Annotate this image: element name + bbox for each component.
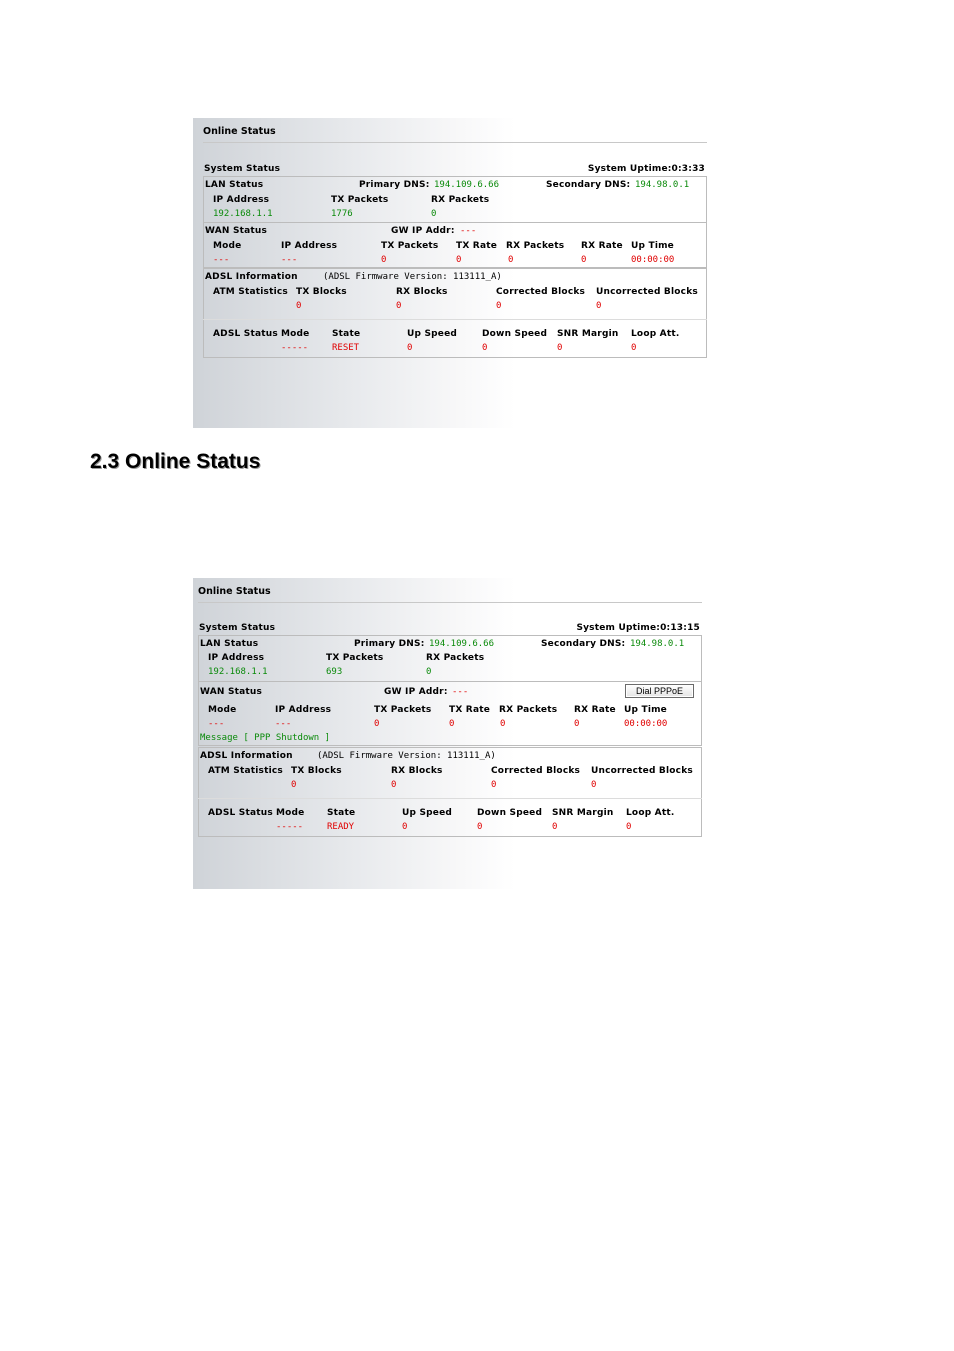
adsl-loop-att-value: 0	[631, 343, 637, 353]
wan-header-mode: Mode	[213, 241, 242, 251]
gw-ip-label: GW IP Addr:	[384, 687, 448, 697]
adsl-header-state: State	[327, 808, 356, 818]
wan-tx-rate-value: 0	[449, 719, 455, 729]
atm-header-uncorrected: Uncorrected Blocks	[591, 766, 693, 776]
adsl-divider	[203, 319, 707, 320]
lan-status-label: LAN Status	[200, 639, 259, 649]
wan-header-up-time: Up Time	[631, 241, 674, 251]
wan-header-up-time: Up Time	[624, 705, 667, 715]
adsl-status-header: ADSL Status	[208, 808, 273, 818]
wan-rx-rate-value: 0	[574, 719, 580, 729]
atm-rx-blocks-value: 0	[396, 301, 402, 311]
adsl-info-label: ADSL Information	[205, 272, 298, 282]
atm-header-uncorrected: Uncorrected Blocks	[596, 287, 698, 297]
section-heading: 2.3 Online Status	[90, 450, 261, 473]
adsl-state-value: RESET	[332, 343, 360, 353]
wan-header-tx-rate: TX Rate	[449, 705, 491, 715]
adsl-header-snr: SNR Margin	[552, 808, 614, 818]
lan-tx-value: 693	[326, 667, 343, 677]
adsl-divider	[198, 798, 702, 799]
wan-ip-value: ---	[281, 255, 298, 265]
lan-header-rx: RX Packets	[426, 653, 485, 663]
wan-mode-value: ---	[213, 255, 230, 265]
title-divider	[203, 142, 707, 143]
lan-header-tx: TX Packets	[331, 195, 389, 205]
adsl-state-value: READY	[327, 822, 355, 832]
wan-header-tx-rate: TX Rate	[456, 241, 498, 251]
wan-tx-rate-value: 0	[456, 255, 462, 265]
wan-rx-packets-value: 0	[508, 255, 514, 265]
secondary-dns-value: 194.98.0.1	[635, 180, 690, 190]
adsl-info-label: ADSL Information	[200, 751, 293, 761]
wan-up-time-value: 00:00:00	[631, 255, 675, 265]
lan-status-label: LAN Status	[205, 180, 264, 190]
adsl-header-state: State	[332, 329, 361, 339]
wan-header-rx-packets: RX Packets	[506, 241, 565, 251]
lan-header-ip: IP Address	[208, 653, 265, 663]
lan-header-ip: IP Address	[213, 195, 270, 205]
adsl-header-snr: SNR Margin	[557, 329, 619, 339]
adsl-header-up-speed: Up Speed	[402, 808, 453, 818]
atm-uncorrected-value: 0	[591, 780, 597, 790]
primary-dns-label: Primary DNS:	[359, 180, 430, 190]
adsl-header-down-speed: Down Speed	[477, 808, 543, 818]
primary-dns-value: 194.109.6.66	[434, 180, 500, 190]
adsl-status-header: ADSL Status	[213, 329, 278, 339]
atm-uncorrected-value: 0	[596, 301, 602, 311]
adsl-loop-att-value: 0	[626, 822, 632, 832]
primary-dns-value: 194.109.6.66	[429, 639, 495, 649]
atm-header-statistics: ATM Statistics	[213, 287, 288, 297]
wan-tx-packets-value: 0	[381, 255, 387, 265]
panel-title: Online Status	[198, 586, 271, 597]
wan-header-tx-packets: TX Packets	[381, 241, 439, 251]
wan-header-rx-packets: RX Packets	[499, 705, 558, 715]
primary-dns-label: Primary DNS:	[354, 639, 425, 649]
online-status-screenshot-2	[193, 578, 713, 889]
wan-header-ip: IP Address	[281, 241, 338, 251]
system-uptime: System Uptime:0:3:33	[587, 164, 705, 174]
wan-message: Message [ PPP Shutdown ]	[200, 733, 331, 743]
system-status-label: System Status	[199, 623, 276, 633]
gw-ip-value: ---	[452, 687, 469, 697]
lan-rx-value: 0	[426, 667, 432, 677]
atm-corrected-value: 0	[491, 780, 497, 790]
wan-status-label: WAN Status	[205, 226, 268, 236]
adsl-up-speed-value: 0	[407, 343, 413, 353]
adsl-snr-value: 0	[552, 822, 558, 832]
system-uptime: System Uptime:0:13:15	[576, 623, 700, 633]
atm-header-corrected: Corrected Blocks	[496, 287, 586, 297]
adsl-header-loop-att: Loop Att.	[631, 329, 680, 339]
adsl-header-mode: Mode	[276, 808, 305, 818]
adsl-firmware-version: (ADSL Firmware Version: 113111_A)	[317, 751, 496, 761]
online-status-screenshot-1	[193, 118, 713, 428]
online-status-panel	[193, 578, 713, 889]
adsl-header-down-speed: Down Speed	[482, 329, 548, 339]
adsl-mode-value: -----	[276, 822, 304, 832]
wan-header-ip: IP Address	[275, 705, 332, 715]
secondary-dns-label: Secondary DNS:	[546, 180, 631, 190]
panel-title: Online Status	[203, 126, 276, 137]
adsl-firmware-version: (ADSL Firmware Version: 113111_A)	[323, 272, 502, 282]
lan-rx-value: 0	[431, 209, 437, 219]
adsl-up-speed-value: 0	[402, 822, 408, 832]
lan-tx-value: 1776	[331, 209, 353, 219]
secondary-dns-value: 194.98.0.1	[630, 639, 685, 649]
atm-header-tx-blocks: TX Blocks	[291, 766, 342, 776]
atm-header-corrected: Corrected Blocks	[491, 766, 581, 776]
adsl-header-mode: Mode	[281, 329, 310, 339]
secondary-dns-label: Secondary DNS:	[541, 639, 626, 649]
adsl-down-speed-value: 0	[482, 343, 488, 353]
adsl-snr-value: 0	[557, 343, 563, 353]
adsl-down-speed-value: 0	[477, 822, 483, 832]
wan-header-tx-packets: TX Packets	[374, 705, 432, 715]
lan-header-rx: RX Packets	[431, 195, 490, 205]
atm-corrected-value: 0	[496, 301, 502, 311]
lan-ip-value: 192.168.1.1	[208, 667, 268, 677]
wan-status-label: WAN Status	[200, 687, 263, 697]
gw-ip-label: GW IP Addr:	[391, 226, 455, 236]
atm-header-tx-blocks: TX Blocks	[296, 287, 347, 297]
atm-header-statistics: ATM Statistics	[208, 766, 283, 776]
atm-tx-blocks-value: 0	[296, 301, 302, 311]
wan-rx-packets-value: 0	[500, 719, 506, 729]
adsl-header-up-speed: Up Speed	[407, 329, 458, 339]
wan-header-rx-rate: RX Rate	[581, 241, 623, 251]
wan-header-mode: Mode	[208, 705, 237, 715]
wan-tx-packets-value: 0	[374, 719, 380, 729]
adsl-header-loop-att: Loop Att.	[626, 808, 675, 818]
adsl-mode-value: -----	[281, 343, 309, 353]
wan-ip-value: ---	[275, 719, 292, 729]
system-status-label: System Status	[204, 164, 281, 174]
wan-mode-value: ---	[208, 719, 225, 729]
lan-header-tx: TX Packets	[326, 653, 384, 663]
gw-ip-value: ---	[460, 226, 477, 236]
atm-rx-blocks-value: 0	[391, 780, 397, 790]
wan-up-time-value: 00:00:00	[624, 719, 668, 729]
title-divider	[198, 602, 702, 603]
atm-header-rx-blocks: RX Blocks	[391, 766, 443, 776]
wan-header-rx-rate: RX Rate	[574, 705, 616, 715]
atm-header-rx-blocks: RX Blocks	[396, 287, 448, 297]
atm-tx-blocks-value: 0	[291, 780, 297, 790]
dial-pppoe-button[interactable]: Dial PPPoE	[625, 684, 694, 698]
lan-ip-value: 192.168.1.1	[213, 209, 273, 219]
online-status-panel	[193, 118, 713, 428]
wan-rx-rate-value: 0	[581, 255, 587, 265]
